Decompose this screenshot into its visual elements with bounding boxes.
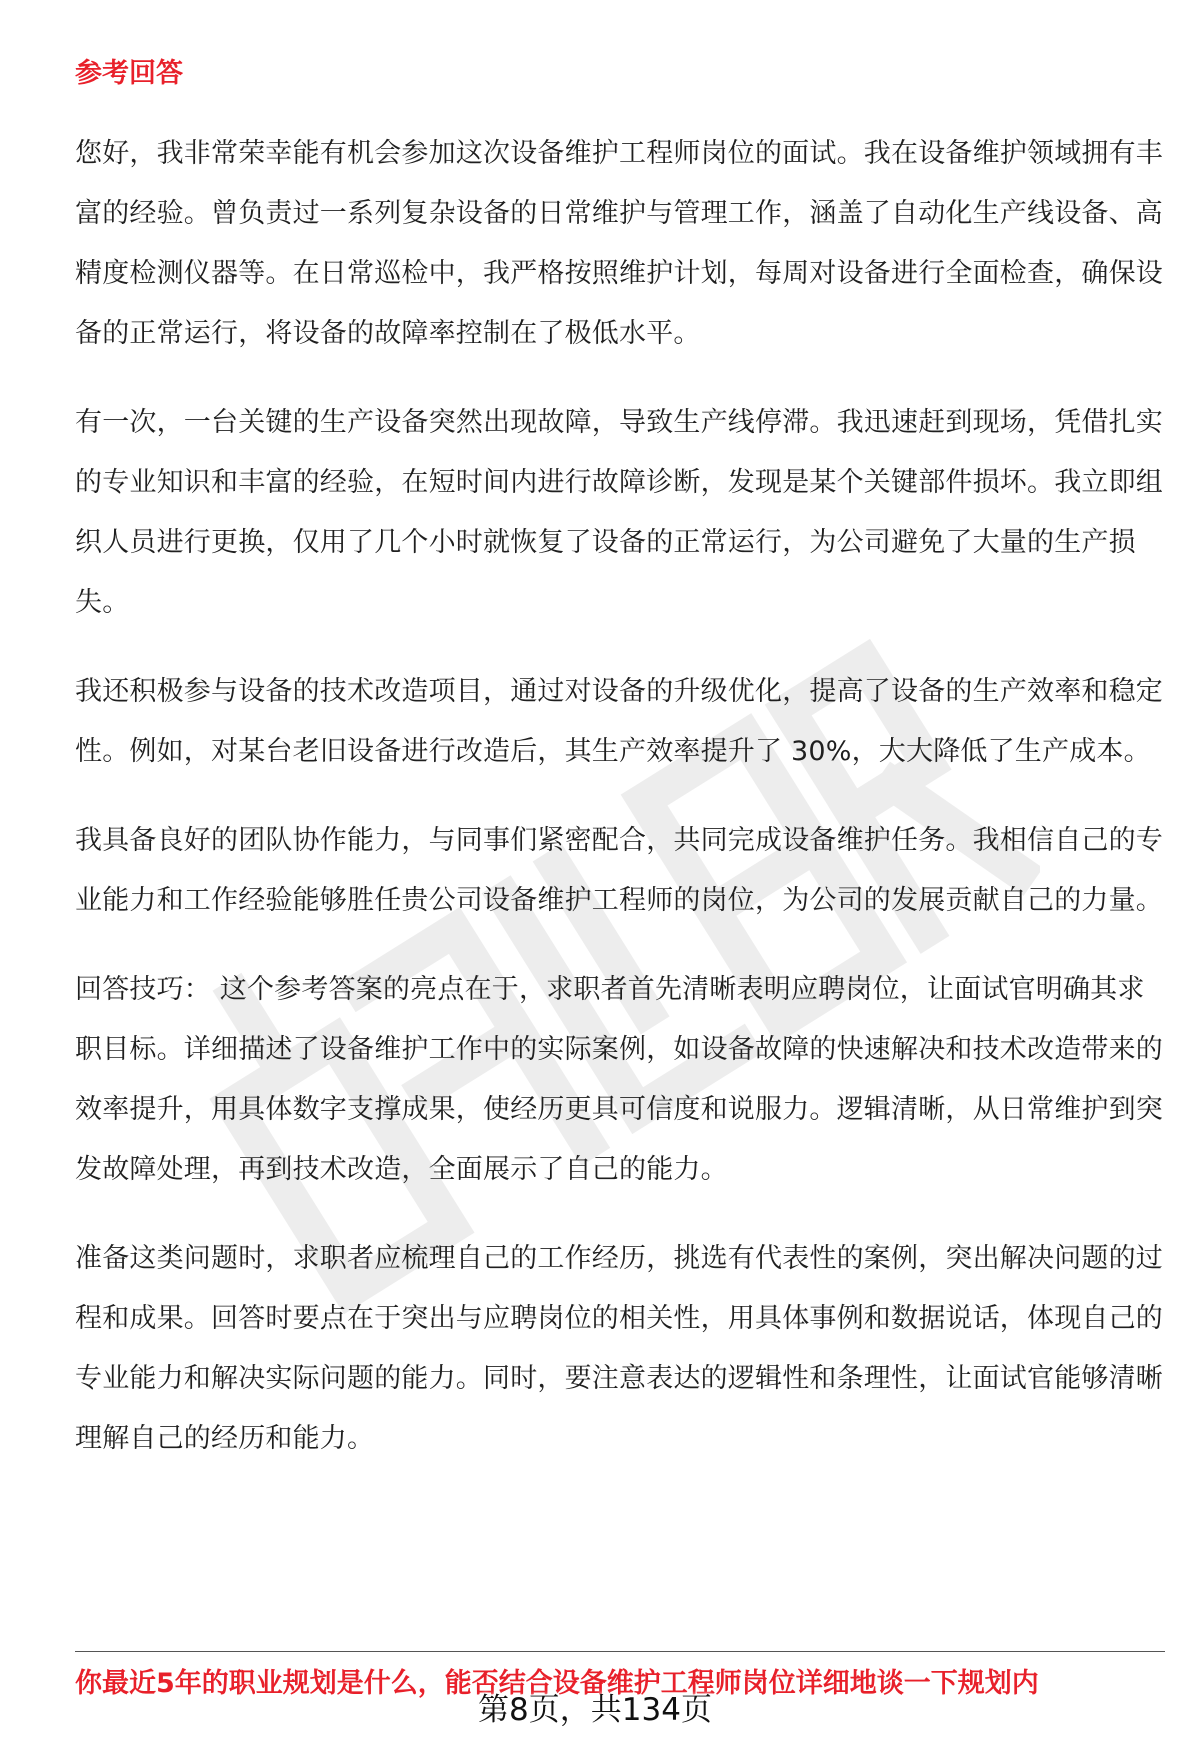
paragraph-answer-tips: 回答技巧： 这个参考答案的亮点在于，求职者首先清晰表明应聘岗位，让面试官明确其求职目标。详细描述了设备维护工作中的实际案例，如设备故障的快速解决和技术改造带来的效率提升，用具体数字支撑成果，使经历更具可信度和说服力。逻辑清晰，从日常维护到突发故障处理，再到技术改造，全面展示了自己的能力。: [75, 974, 1163, 1185]
next-question-title: 你最近5年的职业规划是什么，能否结合设备维护工程师岗位详细地谈一下规划内: [75, 1668, 1039, 1699]
paragraph-incident: 有一次，一台关键的生产设备突然出现故障，导致生产线停滞。我迅速赶到现场，凭借扎实的专业知识和丰富的经验，在短时间内进行故障诊断，发现是某个关键部件损坏。我立即组织人员进行更换，仅用了几个小时就恢复了设备的正常运行，为公司避免了大量的生产损失。: [75, 407, 1163, 618]
paragraph-tech-upgrade: 我还积极参与设备的技术改造项目，通过对设备的升级优化，提高了设备的生产效率和稳定性。例如，对某台老旧设备进行改造后，其生产效率提升了 30%，大大降低了生产成本。: [75, 676, 1163, 767]
paragraph-preparation: 准备这类问题时，求职者应梳理自己的工作经历，挑选有代表性的案例，突出解决问题的过程和成果。回答时要点在于突出与应聘岗位的相关性，用具体事例和数据说话，体现自己的专业能力和解决实际问题的能力。同时，要注意表达的逻辑性和条理性，让面试官能够清晰理解自己的经历和能力。: [75, 1243, 1163, 1454]
page-number: 第8页，共134页: [478, 1692, 712, 1728]
answer-body: [75, 124, 1165, 1498]
paragraph-intro: 您好，我非常荣幸能有机会参加这次设备维护工程师岗位的面试。我在设备维护领域拥有丰富的经验。曾负责过一系列复杂设备的日常维护与管理工作，涵盖了自动化生产线设备、高精度检测仪器等。在日常巡检中，我严格按照维护计划，每周对设备进行全面检查，确保设备的正常运行，将设备的故障率控制在了极低水平。: [75, 138, 1163, 349]
paragraph-teamwork: 我具备良好的团队协作能力，与同事们紧密配合，共同完成设备维护任务。我相信自己的专业能力和工作经验能够胜任贵公司设备维护工程师的岗位，为公司的发展贡献自己的力量。: [75, 825, 1163, 916]
section-divider: [75, 1651, 1165, 1652]
section-heading: 参考回答: [75, 58, 183, 89]
